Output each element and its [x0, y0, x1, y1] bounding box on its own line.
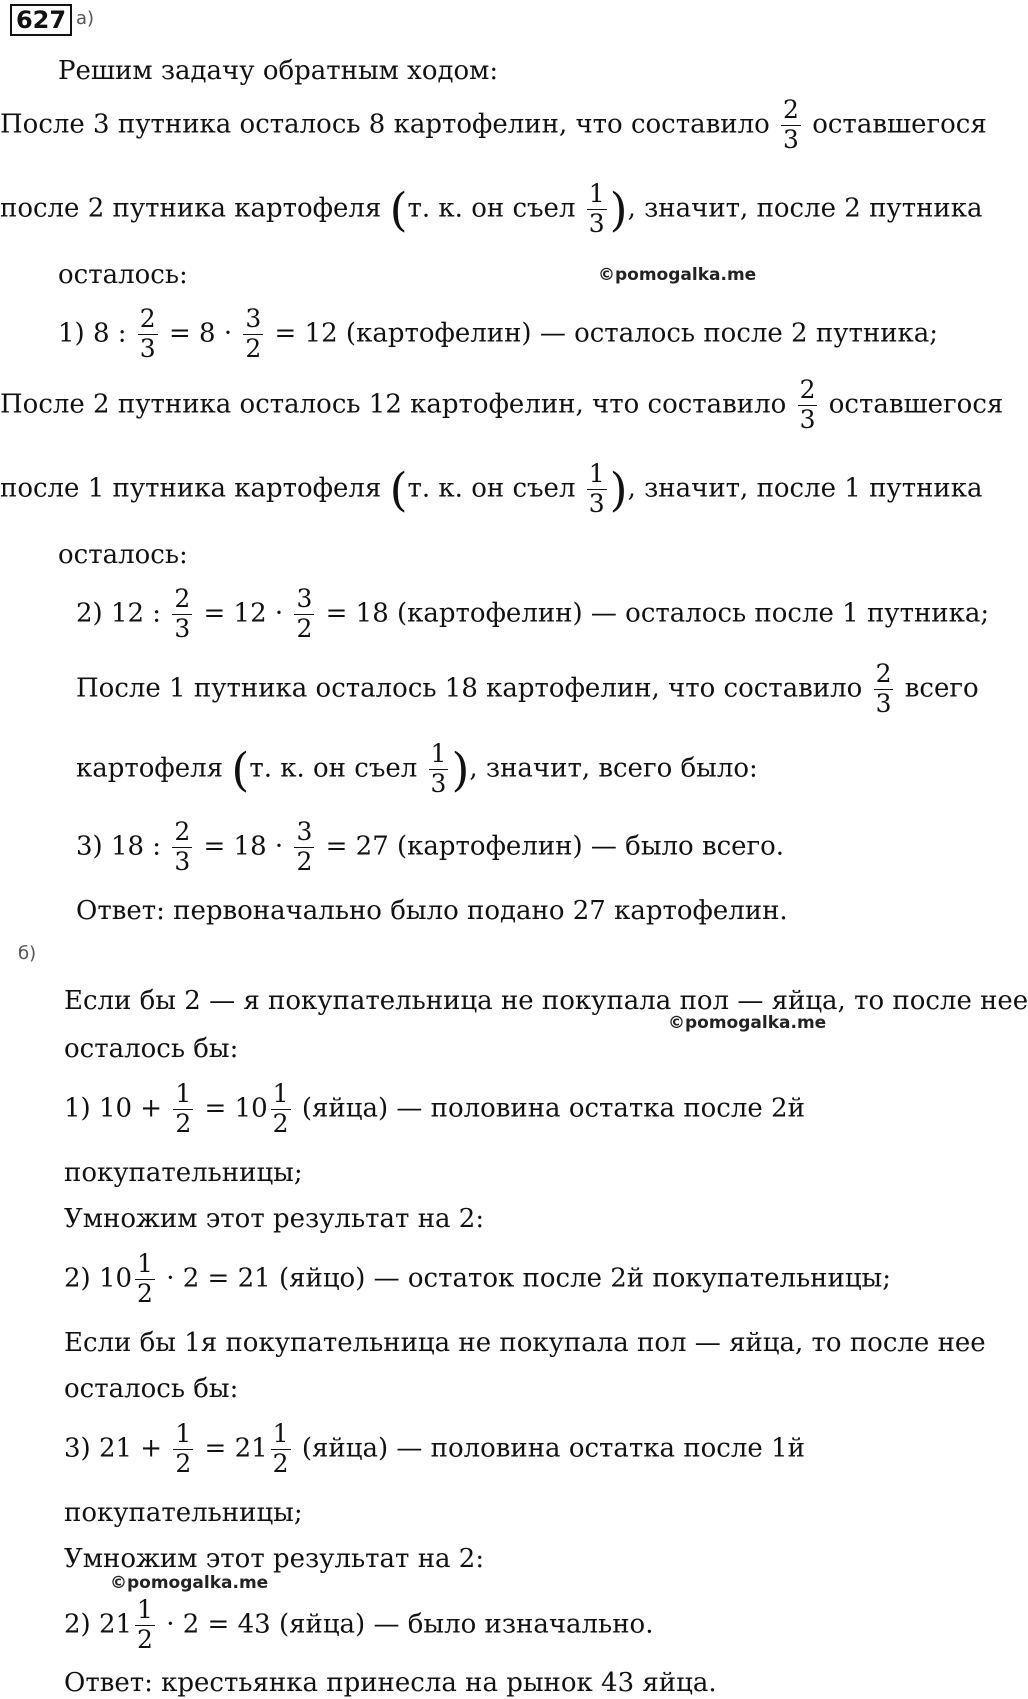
watermark: ©pomogalka.me [110, 1573, 269, 1593]
numerator: 1 [430, 739, 447, 768]
denominator: 2 [137, 1624, 153, 1654]
text-segment: оставшегося [812, 109, 987, 140]
text-line [0, 460, 983, 519]
close-paren: ) [609, 182, 628, 237]
text-segment: т. к. он съел [407, 193, 576, 224]
text-segment: После 1 путника осталось 18 картофелин, что составило [76, 673, 863, 704]
text-segment: = 12 · [203, 598, 284, 629]
text-line: осталось: [58, 540, 188, 570]
fraction-one-third [587, 460, 607, 519]
numerator: 3 [296, 817, 313, 846]
step-line [64, 1596, 653, 1655]
numerator: 1 [137, 1249, 153, 1278]
numerator: 2 [875, 659, 892, 688]
text-line [76, 740, 758, 799]
text-segment: т. к. он съел [407, 473, 576, 504]
denominator: 3 [430, 768, 447, 798]
denominator: 2 [272, 1108, 289, 1138]
text-segment: после 2 путника картофеля [0, 193, 382, 224]
numerator: 1 [175, 1079, 192, 1108]
fraction-one-half [271, 1080, 291, 1139]
text-line: покупательницы; [64, 1158, 303, 1188]
part-b-label: б) [18, 943, 37, 964]
numerator: 2 [799, 375, 816, 404]
text-segment: · 2 = 21 (яйцо) — остаток после 2й покупательницы; [166, 1263, 892, 1294]
numerator: 2 [174, 817, 191, 846]
text-line: покупательницы; [64, 1498, 303, 1528]
step-line [58, 305, 938, 364]
text-line [0, 96, 987, 155]
fraction-two-thirds [172, 585, 192, 644]
text-segment: 2) 10 [64, 1263, 133, 1294]
open-paren: ( [231, 742, 250, 797]
fraction-three-halves [243, 305, 263, 364]
open-paren: ( [389, 462, 408, 517]
fraction-one-half [135, 1250, 155, 1309]
text-segment: · 2 = 43 (яйца) — было изначально. [166, 1609, 654, 1640]
fraction-one-third [429, 740, 449, 799]
denominator: 2 [175, 1448, 192, 1478]
denominator: 3 [139, 333, 156, 363]
fraction-one-third [587, 180, 607, 239]
text-line: осталось: [58, 260, 188, 290]
fraction-three-halves [294, 585, 314, 644]
text-segment: , значит, после 1 путника [627, 473, 983, 504]
text-segment: 2) 21 [64, 1609, 133, 1640]
step-line [64, 1080, 805, 1139]
denominator: 2 [296, 613, 313, 643]
text-segment: = 27 (картофелин) — было всего. [325, 831, 785, 862]
text-segment: всего [904, 673, 979, 704]
text-segment: = 8 · [168, 318, 233, 349]
step-line [76, 585, 989, 644]
fraction-three-halves [294, 818, 314, 877]
numerator: 1 [272, 1419, 289, 1448]
fraction-two-thirds [781, 96, 801, 155]
open-paren: ( [389, 182, 408, 237]
fraction-two-thirds [172, 818, 192, 877]
numerator: 1 [588, 179, 605, 208]
text-segment: = 10 [204, 1093, 268, 1124]
answer-b: Ответ: крестьянка принесла на рынок 43 яйца. [64, 1668, 717, 1698]
text-segment: оставшегося [828, 389, 1004, 420]
numerator: 1 [272, 1079, 289, 1108]
text-segment: после 1 путника картофеля [0, 473, 382, 504]
answer-a: Ответ: первоначально было подано 27 картофелин. [76, 896, 788, 926]
text-segment: картофеля [76, 753, 224, 784]
fraction-two-thirds [138, 305, 158, 364]
step-line [76, 818, 784, 877]
denominator: 3 [783, 124, 799, 154]
text-segment: = 21 [204, 1433, 268, 1464]
text-segment: т. к. он съел [249, 753, 418, 784]
text-line: Если бы 2 — я покупательница не покупала пол — яйца, то после нее [64, 986, 1028, 1016]
text-segment: 1) 8 : [58, 318, 127, 349]
problem-number: 627 [10, 4, 72, 36]
fraction-one-half [173, 1420, 193, 1479]
numerator: 2 [174, 584, 191, 613]
text-line: осталось бы: [64, 1034, 239, 1064]
denominator: 3 [174, 613, 191, 643]
fraction-two-thirds [874, 660, 894, 719]
text-line [0, 376, 1003, 435]
text-segment: , значит, после 2 путника [627, 193, 983, 224]
part-a-label: а) [76, 8, 95, 29]
text-segment: 3) 21 + [64, 1433, 163, 1464]
text-line [76, 660, 979, 719]
text-segment: = 18 · [203, 831, 284, 862]
intro-text: Решим задачу обратным ходом: [58, 56, 499, 86]
numerator: 3 [245, 304, 262, 333]
text-segment: , значит, всего было: [469, 753, 758, 784]
numerator: 1 [175, 1419, 192, 1448]
close-paren: ) [609, 462, 628, 517]
denominator: 3 [174, 846, 191, 876]
text-segment: = 12 (картофелин) — осталось после 2 путника; [274, 318, 939, 349]
text-line: осталось бы: [64, 1374, 239, 1404]
text-line: Если бы 1я покупательница не покупала пол — яйца, то после нее [64, 1328, 986, 1358]
text-line: Умножим этот результат на 2: [64, 1544, 485, 1574]
text-segment: После 3 путника осталось 8 картофелин, что составило [0, 109, 770, 140]
close-paren: ) [451, 742, 470, 797]
step-line [64, 1420, 805, 1479]
text-line [0, 180, 983, 239]
denominator: 2 [137, 1278, 153, 1308]
denominator: 3 [588, 488, 605, 518]
text-segment: (яйца) — половина остатка после 1й [301, 1433, 805, 1464]
numerator: 2 [139, 304, 156, 333]
step-line [64, 1250, 891, 1309]
denominator: 3 [875, 688, 892, 718]
denominator: 2 [245, 333, 262, 363]
watermark: ©pomogalka.me [668, 1013, 827, 1033]
denominator: 3 [588, 208, 605, 238]
numerator: 3 [296, 584, 313, 613]
text-segment: 2) 12 : [76, 598, 162, 629]
text-segment: (яйца) — половина остатка после 2й [301, 1093, 805, 1124]
text-line: Умножим этот результат на 2: [64, 1204, 485, 1234]
watermark: ©pomogalka.me [598, 265, 757, 285]
fraction-two-thirds [798, 376, 818, 435]
fraction-one-half [135, 1596, 155, 1655]
denominator: 3 [799, 404, 816, 434]
numerator: 2 [783, 95, 799, 124]
fraction-one-half [173, 1080, 193, 1139]
text-segment: После 2 путника осталось 12 картофелин, что составило [0, 389, 787, 420]
numerator: 1 [137, 1595, 153, 1624]
text-segment: 1) 10 + [64, 1093, 163, 1124]
numerator: 1 [588, 459, 605, 488]
denominator: 2 [272, 1448, 289, 1478]
denominator: 2 [296, 846, 313, 876]
text-segment: = 18 (картофелин) — осталось после 1 путника; [325, 598, 990, 629]
fraction-one-half [271, 1420, 291, 1479]
text-segment: 3) 18 : [76, 831, 162, 862]
denominator: 2 [175, 1108, 192, 1138]
